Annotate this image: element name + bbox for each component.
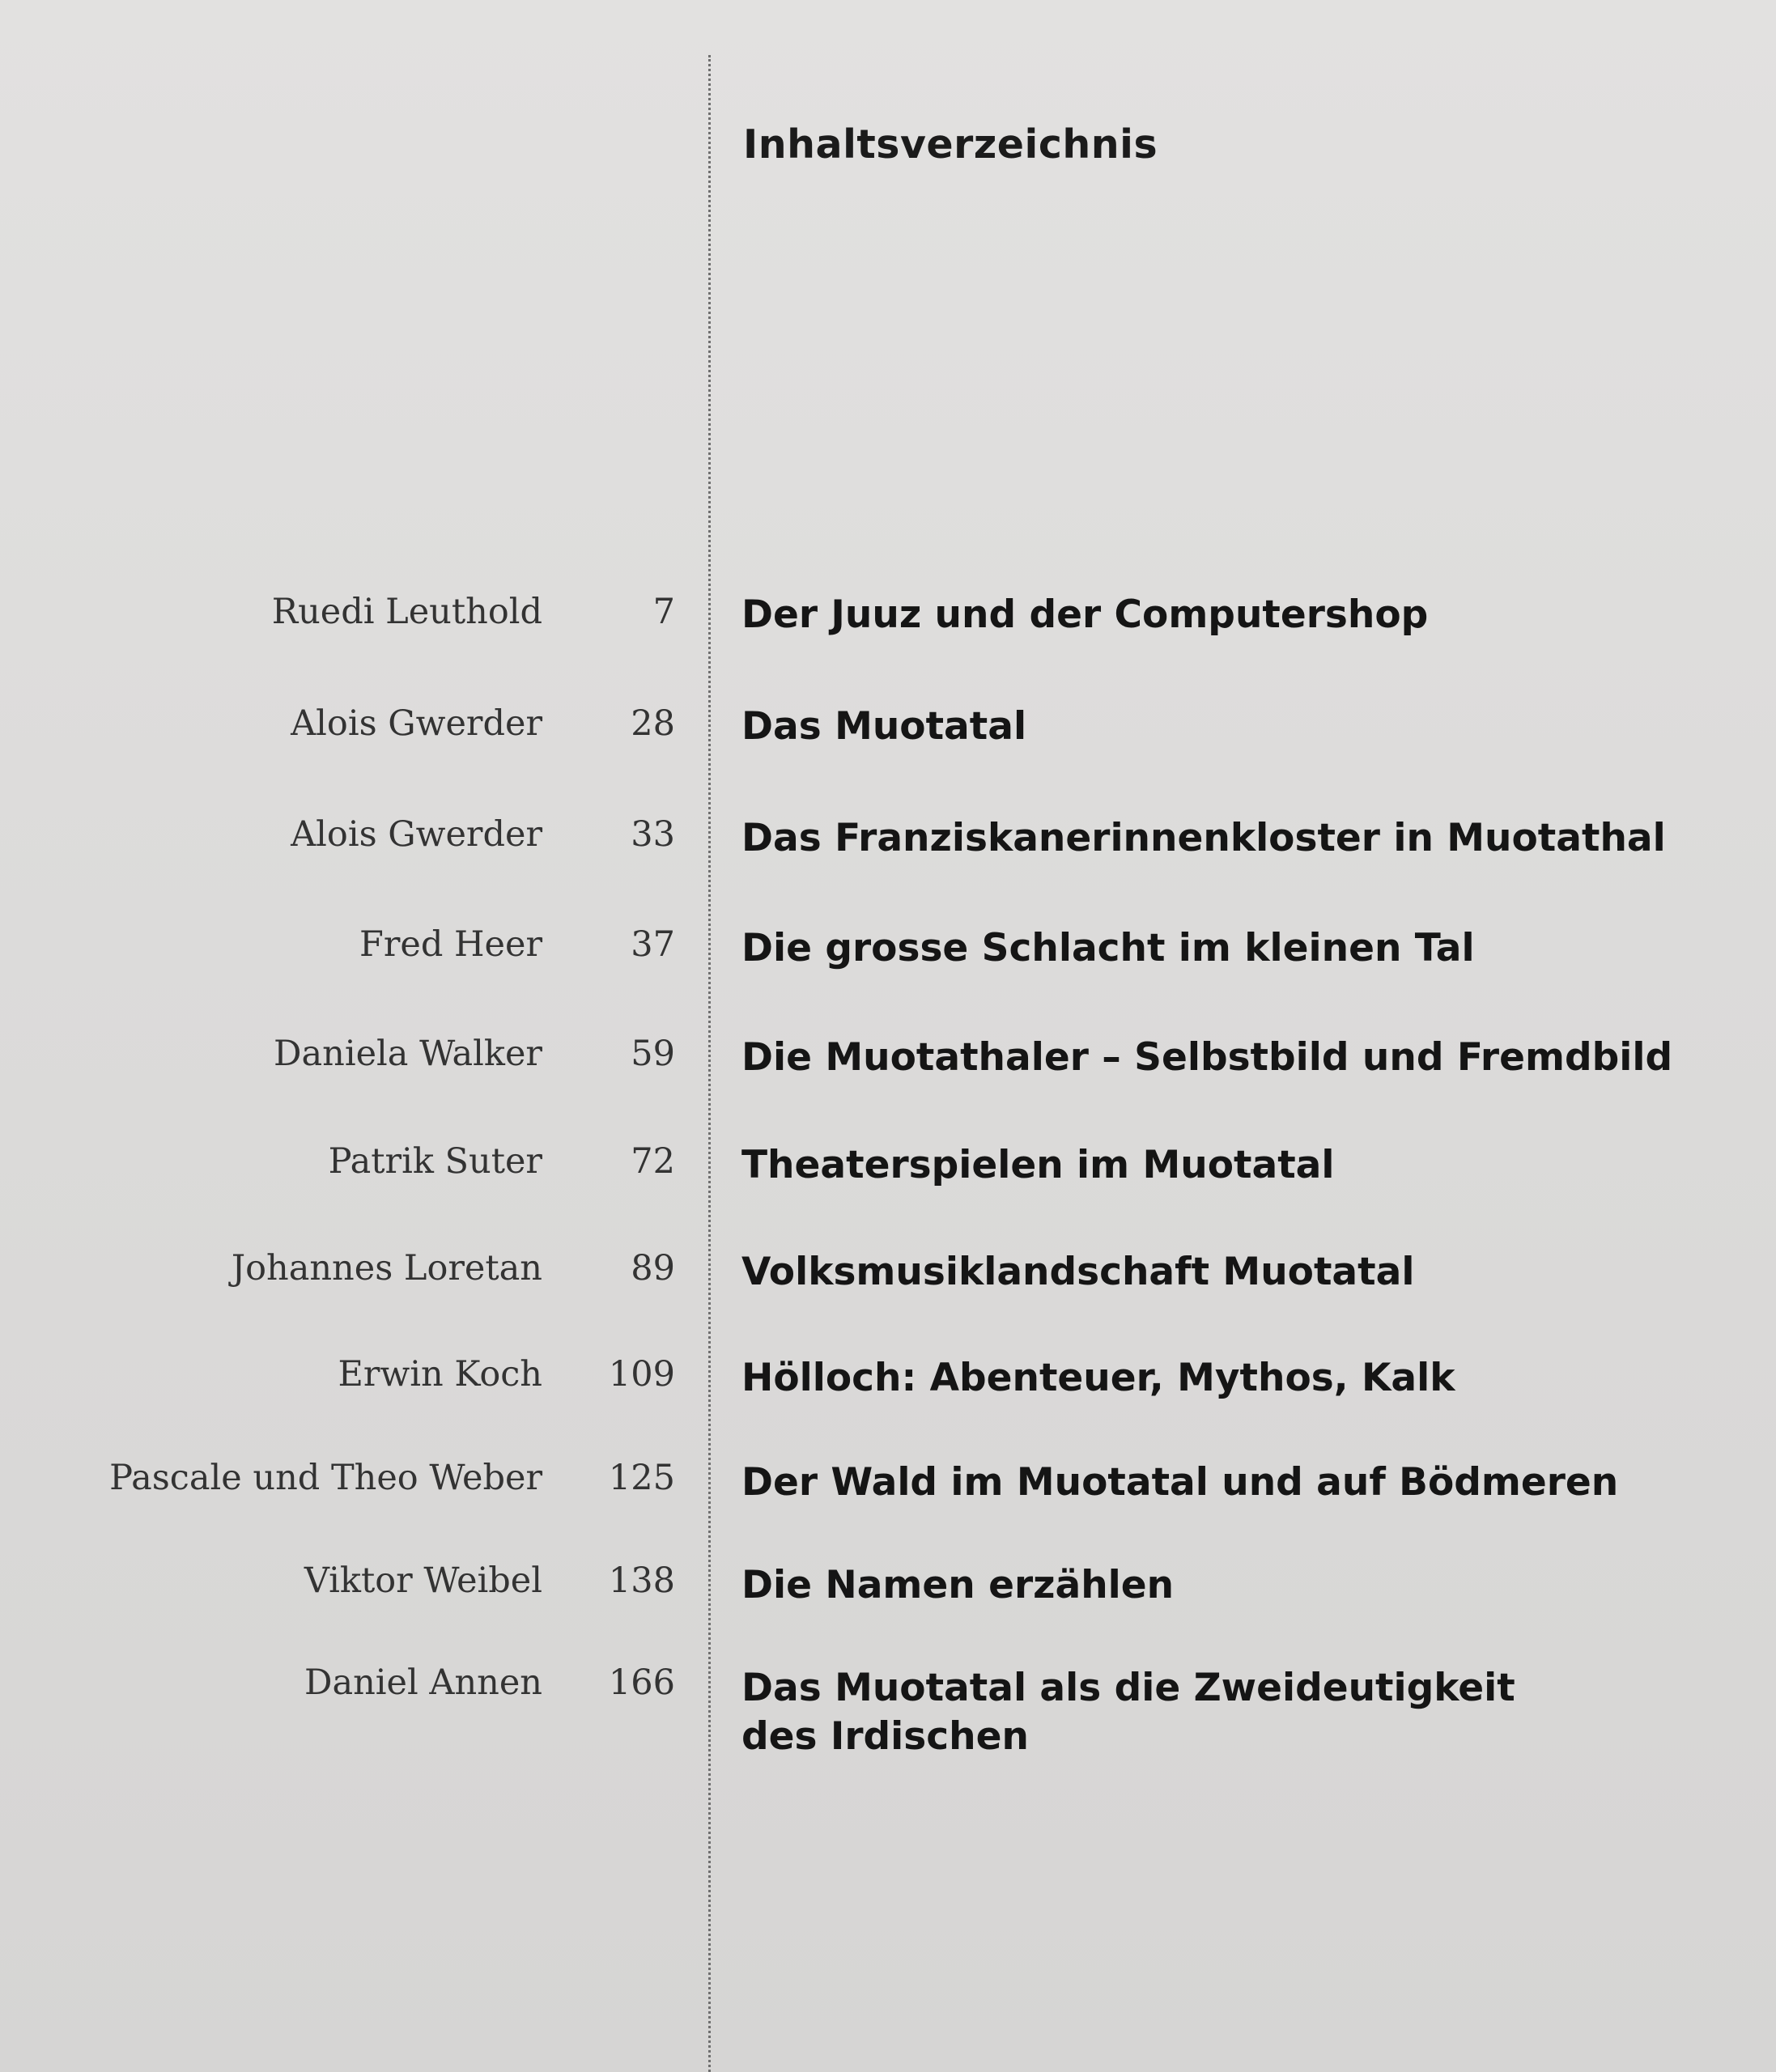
entry-chapter-title: Die grosse Schlacht im kleinen Tal bbox=[741, 926, 1475, 970]
entry-author: Pascale und Theo Weber bbox=[109, 1458, 542, 1498]
toc-title: Inhaltsverzeichnis bbox=[743, 121, 1158, 168]
entry-chapter-title: Das Franziskanerinnenkloster in Muotathal bbox=[741, 816, 1666, 860]
entry-author: Alois Gwerder bbox=[291, 703, 542, 744]
entry-chapter-title-line-1: Das Muotatal als die Zweideutigkeit bbox=[741, 1666, 1515, 1710]
entry-chapter-title bbox=[741, 1664, 1515, 1761]
entry-chapter-title: Volksmusiklandschaft Muotatal bbox=[741, 1250, 1415, 1294]
entry-page-number: 109 bbox=[608, 1354, 675, 1395]
entry-author: Johannes Loretan bbox=[231, 1248, 542, 1289]
entry-author: Fred Heer bbox=[359, 924, 542, 965]
entry-page-number: 33 bbox=[631, 814, 675, 855]
entry-page-number: 7 bbox=[652, 592, 675, 632]
entry-chapter-title: Der Wald im Muotatal und auf Bödmeren bbox=[741, 1460, 1619, 1505]
entry-author: Alois Gwerder bbox=[291, 814, 542, 855]
entry-chapter-title: Theaterspielen im Muotatal bbox=[741, 1143, 1335, 1187]
entry-page-number: 37 bbox=[631, 924, 675, 965]
entry-chapter-title-line-2: des Irdischen bbox=[741, 1714, 1029, 1759]
entry-author: Patrik Suter bbox=[328, 1141, 542, 1182]
entry-page-number: 125 bbox=[608, 1458, 675, 1498]
entry-author: Ruedi Leuthold bbox=[271, 592, 542, 632]
entry-chapter-title: Die Muotathaler – Selbstbild und Fremdbild bbox=[741, 1035, 1673, 1080]
column-divider bbox=[708, 55, 711, 2072]
entry-author: Viktor Weibel bbox=[304, 1560, 542, 1601]
entry-page-number: 166 bbox=[608, 1662, 675, 1703]
entry-page-number: 138 bbox=[608, 1560, 675, 1601]
entry-chapter-title: Die Namen erzählen bbox=[741, 1563, 1175, 1607]
entry-page-number: 72 bbox=[631, 1141, 675, 1182]
entry-author: Daniela Walker bbox=[274, 1034, 542, 1074]
entry-page-number: 28 bbox=[631, 703, 675, 744]
entry-page-number: 89 bbox=[631, 1248, 675, 1289]
entry-author: Daniel Annen bbox=[304, 1662, 542, 1703]
entry-chapter-title: Das Muotatal bbox=[741, 704, 1027, 749]
entry-author: Erwin Koch bbox=[338, 1354, 542, 1395]
entry-page-number: 59 bbox=[631, 1034, 675, 1074]
entry-chapter-title: Hölloch: Abenteuer, Mythos, Kalk bbox=[741, 1356, 1455, 1400]
entry-chapter-title: Der Juuz und der Computershop bbox=[741, 592, 1429, 637]
